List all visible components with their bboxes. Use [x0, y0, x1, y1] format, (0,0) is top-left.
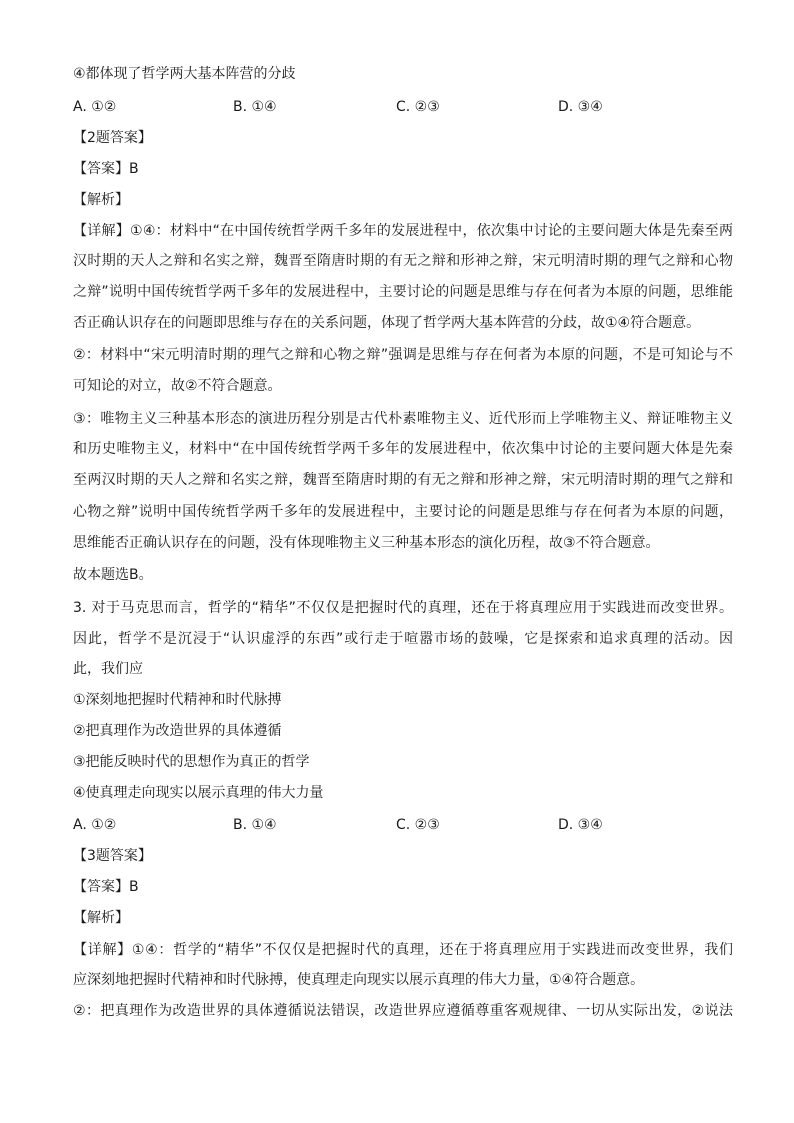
q2-analysis-line: 否正确认识存在的问题即思维与存在的关系问题，体现了哲学两大基本阵营的分歧，故①④符合题意。	[73, 315, 701, 331]
q3-choice-d: D. ③④	[558, 817, 603, 833]
q2-analysis-line: 和历史唯物主义，材料中“在中国传统哲学两千多年的发展进程中，依次集中讨论的主要问题大体是先秦	[73, 441, 733, 457]
q2-answer-header: 【2题答案】	[73, 130, 152, 146]
q2-choice-a: A. ①②	[73, 99, 117, 115]
q3-stem-line: 3. 对于马克思而言，哲学的“精华”不仅仅是把握时代的真理，还在于将真理应用于实践进而改变世界。	[73, 600, 733, 616]
q2-analysis-line: 汉时期的天人之辩和名实之辩，魏晋至隋唐时期的有无之辩和形神之辩，宋元明清时期的理气之辩和心物	[73, 253, 733, 269]
q2-analysis-line: 心物之辩”说明中国传统哲学两千多年的发展进程中，主要讨论的问题是思维与存在何者为本原的问题，	[73, 504, 733, 520]
q3-option-1: ①深刻地把握时代精神和时代脉搏	[73, 692, 282, 708]
q2-analysis-line: 可知论的对立，故②不符合题意。	[73, 378, 282, 394]
q3-analysis-line: 应深刻地把握时代精神和时代脉搏，使真理走向现实以展示真理的伟大力量，①④符合题意。	[73, 972, 645, 988]
q2-analysis-line: 【详解】①④：材料中“在中国传统哲学两千多年的发展进程中，依次集中讨论的主要问题大体是先秦至两	[73, 223, 733, 239]
q2-analysis-line: 思维能否正确认识存在的问题，没有体现唯物主义三种基本形态的演化历程，故③不符合题意。	[73, 535, 660, 551]
q2-choice-b: B. ①④	[233, 99, 277, 115]
q2-choice-d: D. ③④	[558, 99, 603, 115]
q2-analysis-line: ③：唯物主义三种基本形态的演进历程分别是古代朴素唯物主义、近代形而上学唯物主义、辩证唯物主义	[73, 411, 733, 427]
q3-analysis-header: 【解析】	[73, 910, 129, 926]
q3-choice-c: C. ②③	[396, 817, 440, 833]
q3-choice-a: A. ①②	[73, 817, 117, 833]
q3-option-2: ②把真理作为改造世界的具体遵循	[73, 723, 282, 739]
q2-conclusion: 故本题选B。	[73, 567, 153, 583]
q3-stem-line: 因此，哲学不是沉浸于“认识虚浮的东西”或行走于喧嚣市场的鼓噪，它是探索和追求真理的活动。因	[73, 631, 733, 647]
q3-analysis-line: 【详解】①④：哲学的“精华”不仅仅是把握时代的真理，还在于将真理应用于实践进而改变世界，我们	[73, 942, 733, 958]
q3-option-3: ③把能反映时代的思想作为真正的哲学	[73, 754, 310, 770]
q2-choices	[73, 97, 733, 117]
q3-answer-header: 【3题答案】	[73, 848, 152, 864]
q3-choices	[73, 815, 733, 835]
q2-choice-c: C. ②③	[396, 99, 440, 115]
q2-answer: 【答案】B	[73, 161, 139, 177]
q3-option-4: ④使真理走向现实以展示真理的伟大力量	[73, 785, 324, 801]
q3-choice-b: B. ①④	[233, 817, 277, 833]
q3-stem-line: 此，我们应	[73, 661, 143, 677]
q2-option-4: ④都体现了哲学两大基本阵营的分歧	[73, 66, 296, 82]
q2-analysis-header: 【解析】	[73, 192, 129, 208]
q2-analysis-line: ②：材料中“宋元明清时期的理气之辩和心物之辩”强调是思维与存在何者为本原的问题，不是可知论与不	[73, 347, 733, 363]
q2-analysis-line: 至两汉时期的天人之辩和名实之辩，魏晋至隋唐时期的有无之辩和形神之辩，宋元明清时期的理气之辩和	[73, 472, 733, 488]
q3-analysis-line: ②：把真理作为改造世界的具体遵循说法错误，改造世界应遵循尊重客观规律、一切从实际出发，②说法	[73, 1003, 733, 1019]
q2-analysis-line: 之辩”说明中国传统哲学两千多年的发展进程中，主要讨论的问题是思维与存在何者为本原的问题，思维能	[73, 284, 733, 300]
q3-answer: 【答案】B	[73, 879, 139, 895]
